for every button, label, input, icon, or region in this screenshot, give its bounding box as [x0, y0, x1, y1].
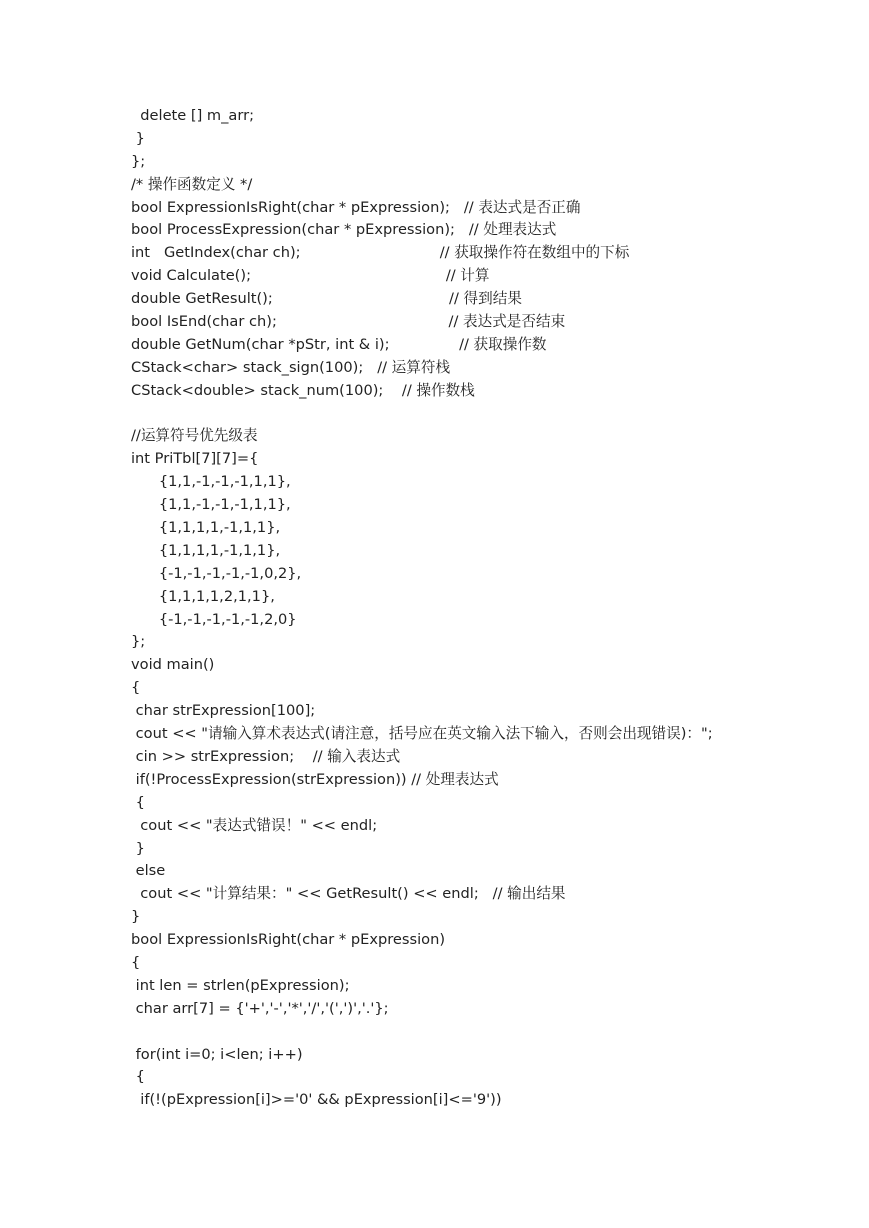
- code-line: bool ProcessExpression(char * pExpression); // 处理表达式: [131, 221, 557, 239]
- code-line: };: [131, 633, 146, 651]
- code-line: }: [131, 839, 145, 857]
- code-line: double GetResult(); // 得到结果: [131, 290, 522, 308]
- code-line: CStack<char> stack_sign(100); // 运算符栈: [131, 358, 451, 376]
- code-line: };: [131, 152, 146, 170]
- code-line: {: [131, 953, 141, 971]
- code-line: delete [] m_arr;: [131, 107, 255, 124]
- code-line: else: [131, 862, 166, 880]
- code-line: if(!(pExpression[i]>='0' && pExpression[i]<='9')): [131, 1091, 502, 1109]
- code-line: }: [131, 908, 141, 926]
- code-line: bool ExpressionIsRight(char * pExpression); // 表达式是否正确: [131, 198, 581, 216]
- code-line: cout << "计算结果：" << GetResult() << endl; // 输出结果: [131, 885, 566, 903]
- code-line: {1,1,1,1,2,1,1},: [131, 587, 275, 605]
- code-line: {1,1,-1,-1,-1,1,1},: [131, 496, 291, 514]
- code-line: {1,1,-1,-1,-1,1,1},: [131, 473, 291, 491]
- code-line: bool IsEnd(char ch); // 表达式是否结束: [131, 313, 566, 331]
- code-line: int PriTbl[7][7]={: [131, 450, 259, 468]
- code-line: for(int i=0; i<len; i++): [131, 1045, 303, 1063]
- code-line: {: [131, 679, 141, 697]
- code-line: {1,1,1,1,-1,1,1},: [131, 519, 281, 537]
- code-line: double GetNum(char *pStr, int & i); // 获取操作数: [131, 335, 547, 353]
- code-line: {1,1,1,1,-1,1,1},: [131, 541, 281, 559]
- code-line: }: [131, 129, 145, 147]
- code-line: if(!ProcessExpression(strExpression)) // 处理表达式: [131, 770, 499, 788]
- code-line: [131, 1021, 851, 1044]
- code-line: void main(): [131, 656, 215, 674]
- code-line: char strExpression[100];: [131, 702, 316, 720]
- code-line: int len = strlen(pExpression);: [131, 976, 350, 994]
- code-line: char arr[7] = {'+','-','*','/','(',')','.'};: [131, 999, 389, 1017]
- code-line: int GetIndex(char ch); // 获取操作符在数组中的下标: [131, 244, 630, 262]
- code-line: [131, 403, 851, 426]
- code-line: void Calculate(); // 计算: [131, 267, 490, 285]
- code-line: {: [131, 1068, 145, 1086]
- code-line: {-1,-1,-1,-1,-1,2,0}: [131, 610, 297, 628]
- code-line: cin >> strExpression; // 输入表达式: [131, 747, 401, 765]
- code-line: bool ExpressionIsRight(char * pExpression): [131, 931, 446, 949]
- code-line: /* 操作函数定义 */: [131, 175, 253, 193]
- code-line: CStack<double> stack_num(100); // 操作数栈: [131, 381, 475, 399]
- code-line: cout << "表达式错误！" << endl;: [131, 816, 378, 834]
- code-line: //运算符号优先级表: [131, 427, 258, 445]
- code-line: cout << "请输入算术表达式(请注意，括号应在英文输入法下输入，否则会出现错误)：";: [131, 725, 713, 743]
- code-block: [131, 105, 851, 1112]
- code-line: {-1,-1,-1,-1,-1,0,2},: [131, 564, 302, 582]
- code-line: {: [131, 793, 145, 811]
